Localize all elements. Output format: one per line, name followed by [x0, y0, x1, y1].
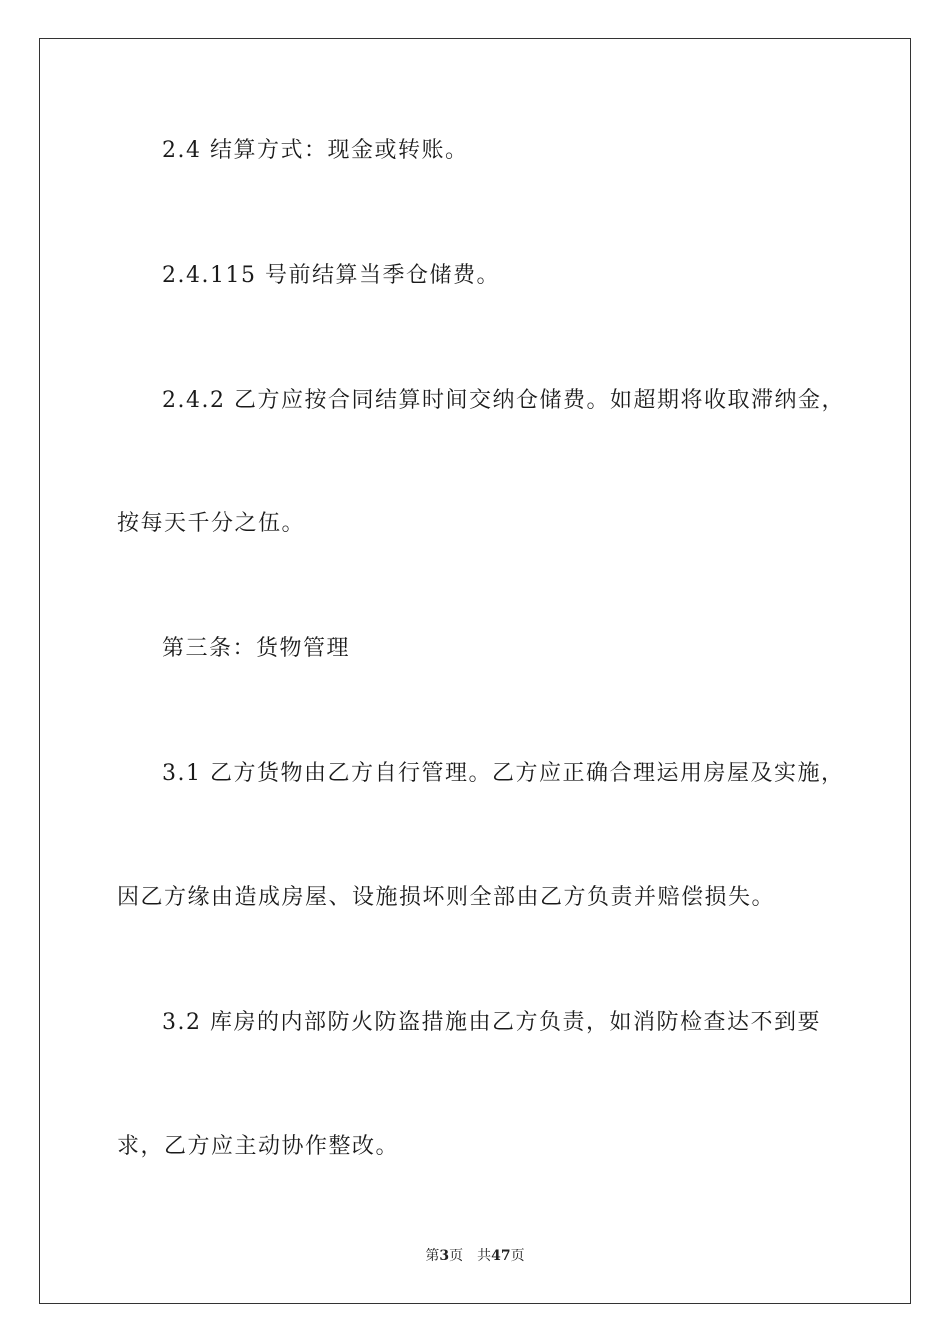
page-prefix: 第 [425, 1248, 440, 1264]
paragraph-line: 2.4.2 乙方应按合同结算时间交纳仓储费。如超期将收取滞纳金， [162, 388, 845, 413]
page-border [39, 38, 911, 1304]
section-heading: 第三条：货物管理 [162, 636, 351, 661]
paragraph-line: 2.4.115 号前结算当季仓储费。 [162, 263, 500, 288]
page-suffix: 页 [449, 1248, 464, 1264]
paragraph-line: 求，乙方应主动协作整改。 [117, 1134, 400, 1159]
paragraph-line: 2.4 结算方式：现金或转账。 [162, 138, 469, 163]
total-pages: 47 [491, 1248, 511, 1264]
total-prefix: 共 [477, 1248, 492, 1264]
page-number: 3 [439, 1248, 450, 1264]
total-suffix: 页 [510, 1248, 525, 1264]
paragraph-line: 3.2 库房的内部防火防盗措施由乙方负责，如消防检查达不到要 [162, 1010, 821, 1035]
page-footer [0, 1246, 950, 1266]
paragraph-line: 因乙方缘由造成房屋、设施损坏则全部由乙方负责并赔偿损失。 [117, 885, 776, 910]
paragraph-line: 3.1 乙方货物由乙方自行管理。乙方应正确合理运用房屋及实施， [162, 761, 845, 786]
paragraph-line: 按每天千分之伍。 [117, 511, 306, 536]
